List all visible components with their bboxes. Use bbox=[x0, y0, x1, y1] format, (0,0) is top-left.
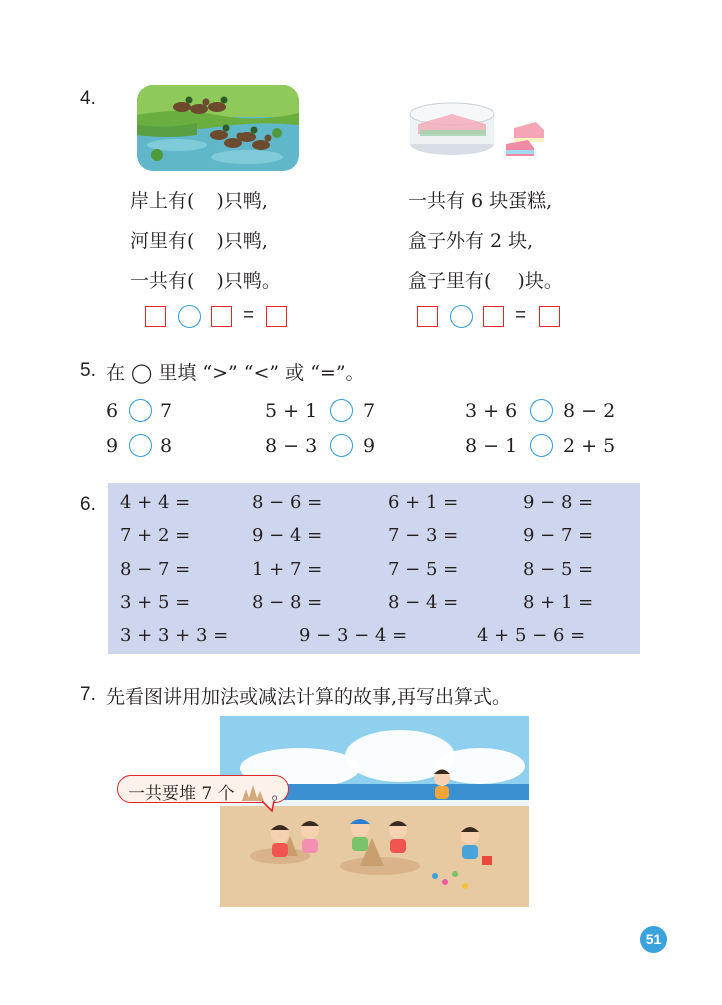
calc-item: 7 + 2 = bbox=[120, 525, 191, 546]
calc-item: 7 − 3 = bbox=[388, 525, 459, 546]
compare-circle[interactable] bbox=[129, 434, 152, 457]
equals-sign: = bbox=[243, 305, 255, 326]
compare-circle[interactable] bbox=[530, 434, 553, 457]
q7-number: 7. bbox=[80, 684, 96, 705]
calc-item: 4 + 4 = bbox=[120, 492, 191, 513]
compare-circle[interactable] bbox=[330, 399, 353, 422]
compare-left: 6 bbox=[106, 400, 119, 422]
ducks-line-3: 一共有( )只鸭。 bbox=[130, 270, 281, 292]
cake-line-3: 盒子里有( )块。 bbox=[408, 270, 563, 292]
calc-item: 8 − 5 = bbox=[523, 559, 594, 580]
ducks-line-2: 河里有( )只鸭, bbox=[130, 230, 268, 252]
sandcastle-icon bbox=[240, 783, 266, 801]
compare-right: 7 bbox=[363, 400, 376, 422]
answer-box-2[interactable] bbox=[211, 306, 232, 327]
compare-left: 8 − 3 bbox=[265, 435, 318, 457]
q6-number: 6. bbox=[80, 494, 96, 515]
calc-item: 7 − 5 = bbox=[388, 559, 459, 580]
compare-right: 9 bbox=[363, 435, 376, 457]
calc-item: 8 − 8 = bbox=[252, 592, 323, 613]
compare-right: 8 bbox=[160, 435, 173, 457]
cake-line-2: 盒子外有 2 块, bbox=[408, 230, 534, 252]
q5-instruction: 在 ◯ 里填 “>” “<” 或 “=”。 bbox=[106, 362, 365, 384]
compare-right: 7 bbox=[160, 400, 173, 422]
page-number: 51 bbox=[640, 926, 667, 953]
compare-circle[interactable] bbox=[129, 399, 152, 422]
operator-circle-1[interactable] bbox=[178, 305, 201, 328]
calc-item: 8 − 7 = bbox=[120, 559, 191, 580]
calc-item: 9 − 7 = bbox=[523, 525, 594, 546]
compare-left: 5 + 1 bbox=[265, 400, 318, 422]
ducks-illustration bbox=[137, 85, 299, 171]
answer-box-4[interactable] bbox=[417, 306, 438, 327]
calc-item: 1 + 7 = bbox=[252, 559, 323, 580]
answer-box-3[interactable] bbox=[266, 306, 287, 327]
compare-circle[interactable] bbox=[530, 399, 553, 422]
calc-item: 8 − 4 = bbox=[388, 592, 459, 613]
q7-instruction: 先看图讲用加法或减法计算的故事,再写出算式。 bbox=[106, 686, 512, 708]
calc-item: 3 + 5 = bbox=[120, 592, 191, 613]
answer-box-6[interactable] bbox=[539, 306, 560, 327]
answer-box-1[interactable] bbox=[145, 306, 166, 327]
equals-sign: = bbox=[515, 305, 527, 326]
calc-item: 4 + 5 − 6 = bbox=[477, 625, 586, 646]
calc-item: 3 + 3 + 3 = bbox=[120, 625, 229, 646]
compare-right: 2 + 5 bbox=[563, 435, 616, 457]
ducks-line-1: 岸上有( )只鸭, bbox=[130, 190, 268, 212]
q4-number: 4. bbox=[80, 88, 96, 109]
calc-item: 9 − 8 = bbox=[523, 492, 594, 513]
compare-left: 9 bbox=[106, 435, 119, 457]
q5-number: 5. bbox=[80, 360, 96, 381]
cake-illustration bbox=[406, 94, 552, 160]
calc-item: 8 + 1 = bbox=[523, 592, 594, 613]
cake-line-1: 一共有 6 块蛋糕, bbox=[408, 190, 553, 212]
compare-left: 3 + 6 bbox=[465, 400, 518, 422]
calc-item: 9 − 3 − 4 = bbox=[299, 625, 408, 646]
compare-right: 8 − 2 bbox=[563, 400, 616, 422]
calc-item: 8 − 6 = bbox=[252, 492, 323, 513]
answer-box-5[interactable] bbox=[483, 306, 504, 327]
speech-bubble-text: 一共要堆 7 个 。 bbox=[128, 784, 289, 804]
calc-item: 6 + 1 = bbox=[388, 492, 459, 513]
compare-left: 8 − 1 bbox=[465, 435, 518, 457]
calc-item: 9 − 4 = bbox=[252, 525, 323, 546]
compare-circle[interactable] bbox=[330, 434, 353, 457]
operator-circle-2[interactable] bbox=[450, 305, 473, 328]
